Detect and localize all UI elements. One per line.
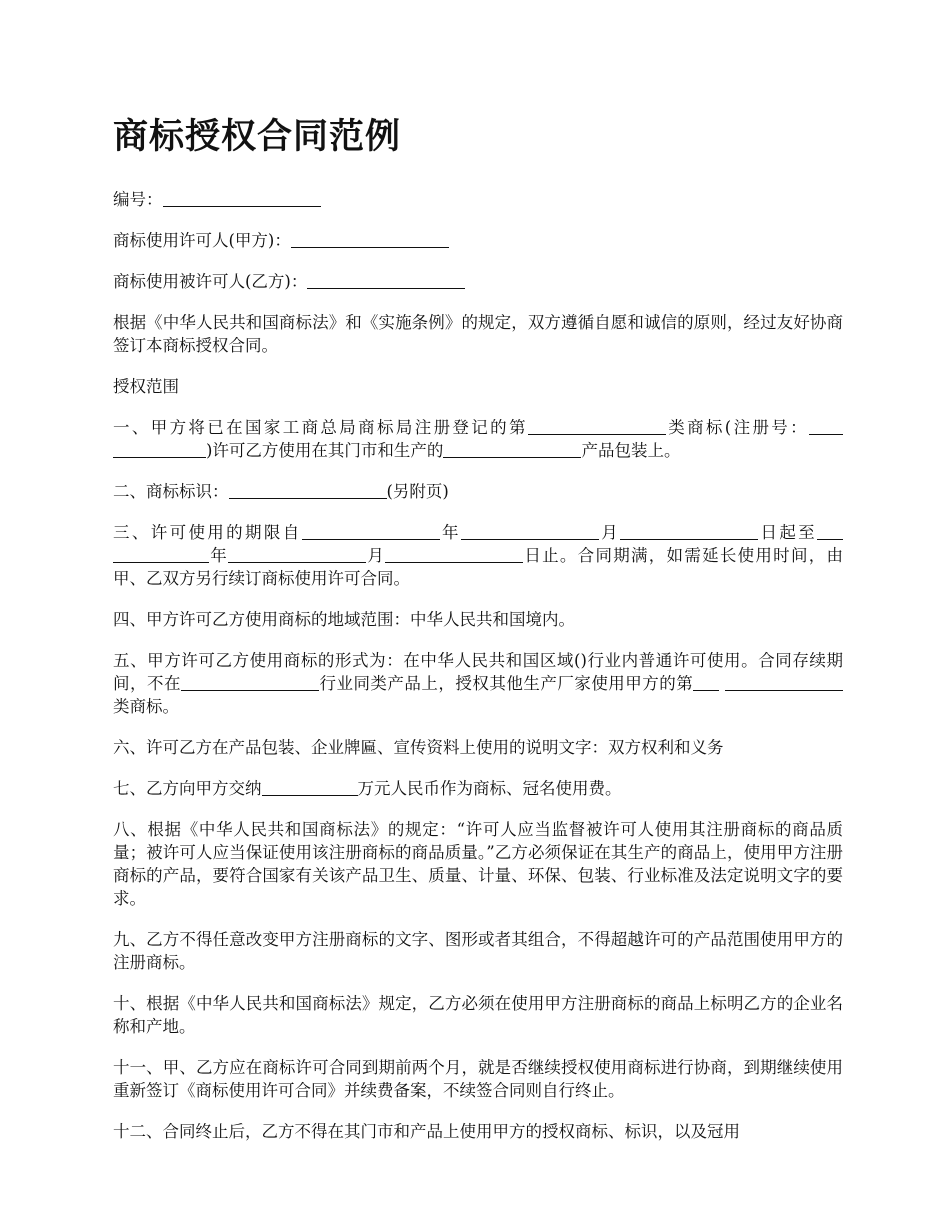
clause-5 (113, 649, 843, 718)
number-blank[interactable] (163, 190, 321, 207)
field-licensee (113, 270, 843, 293)
clause-1-text-b: 类商标(注册号： (665, 418, 810, 437)
clause-3-text-e: 年 (209, 546, 229, 565)
document-title: 商标授权合同范例 (113, 116, 402, 157)
industry-blank[interactable] (181, 674, 319, 691)
fee-blank[interactable] (262, 779, 358, 796)
section-heading: 授权范围 (113, 377, 179, 396)
clause-11: 十一、甲、乙方应在商标许可合同到期前两个月，就是否继续授权使用商标进行协商，到期继续使用重新签订《商标使用许可合同》并续费备案，不续签合同则自行终止。 (113, 1058, 843, 1100)
registration-number-blank-1[interactable] (809, 418, 843, 435)
licensee-blank[interactable] (307, 272, 465, 289)
end-month-blank[interactable] (228, 546, 366, 563)
clause-3-text-g: 日止。合同期满，如需延长使用时间，由甲、乙双方另行续订商标使用许可合同。 (113, 546, 844, 588)
clause-1 (113, 416, 843, 462)
clause-5-text-b: 行业同类产品上，授权其他生产厂家使用甲方的第 (318, 674, 694, 693)
clause-3 (113, 521, 843, 590)
clause-1-text-c: )许可乙方使用在其门市和生产的 (206, 441, 444, 460)
field-licensor (113, 229, 843, 252)
field-number (113, 188, 843, 211)
clause-10: 十、根据《中华人民共和国商标法》规定，乙方必须在使用甲方注册商标的商品上标明乙方的企业名称和产地。 (113, 994, 843, 1036)
end-year-blank-2[interactable] (113, 546, 209, 563)
field-licensee-label: 商标使用被许可人(乙方)： (113, 272, 308, 291)
trademark-class-blank-2[interactable] (725, 674, 843, 691)
field-licensor-label: 商标使用许可人(甲方)： (113, 231, 291, 250)
start-day-blank[interactable] (620, 523, 758, 540)
product-blank[interactable] (443, 441, 581, 458)
trademark-class-blank-1[interactable] (693, 674, 719, 691)
trademark-logo-blank[interactable] (229, 482, 387, 499)
class-number-blank[interactable] (528, 418, 666, 435)
clause-2 (113, 480, 843, 503)
licensor-blank[interactable] (291, 231, 449, 248)
clause-12: 十二、合同终止后，乙方不得在其门市和产品上使用甲方的授权商标、标识，以及冠用 (113, 1122, 740, 1141)
clause-2-text-b: (另附页) (386, 482, 449, 501)
field-number-label: 编号： (113, 190, 163, 209)
clause-1-text-d: 产品包装上。 (581, 441, 681, 460)
clause-7-text-a: 七、乙方向甲方交纳 (113, 779, 262, 798)
clause-3-text-b: 年 (439, 523, 461, 542)
preamble: 根据《中华人民共和国商标法》和《实施条例》的规定，双方遵循自愿和诚信的原则，经过友好协商签订本商标授权合同。 (113, 313, 843, 355)
clause-3-text-f: 月 (366, 546, 386, 565)
clause-7 (113, 777, 843, 800)
clause-5-text-c: 类商标。 (113, 697, 179, 716)
clause-4: 四、甲方许可乙方使用商标的地域范围：中华人民共和国境内。 (113, 610, 575, 629)
clause-2-text-a: 二、商标标识： (113, 482, 229, 501)
end-year-blank-1[interactable] (817, 523, 843, 540)
registration-number-blank-2[interactable] (113, 441, 206, 458)
clause-6: 六、许可乙方在产品包装、企业牌匾、宣传资料上使用的说明文字：双方权利和义务 (113, 738, 724, 757)
clause-3-text-a: 三、许可使用的期限自 (113, 523, 302, 542)
clause-3-text-c: 月 (598, 523, 621, 542)
clause-3-text-d: 日起至 (758, 523, 818, 542)
clause-7-text-b: 万元人民币作为商标、冠名使用费。 (357, 779, 622, 798)
clause-1-text-a: 一、甲方将已在国家工商总局商标局注册登记的第 (113, 418, 528, 437)
start-month-blank[interactable] (461, 523, 599, 540)
end-day-blank[interactable] (385, 546, 523, 563)
start-year-blank[interactable] (302, 523, 440, 540)
clause-8: 八、根据《中华人民共和国商标法》的规定：“许可人应当监督被许可人使用其注册商标的商品质量；被许可人应当保证使用该注册商标的商品质量。”乙方必须保证在其生产的商品上，使用甲方注册商标的产品，要符合国家有关该产品卫生、质量、计量、环保、包装、行业标准及法定说明文字的要求。 (113, 820, 843, 908)
clause-5-text-a: 五、甲方许可乙方使用商标的形式为：在中华人民共和国区域()行业内普通许可使用。合同存续期间，不在 (113, 651, 843, 693)
clause-9: 九、乙方不得任意改变甲方注册商标的文字、图形或者其组合，不得超越许可的产品范围使用甲方的注册商标。 (113, 930, 843, 972)
document-page (113, 112, 843, 1161)
